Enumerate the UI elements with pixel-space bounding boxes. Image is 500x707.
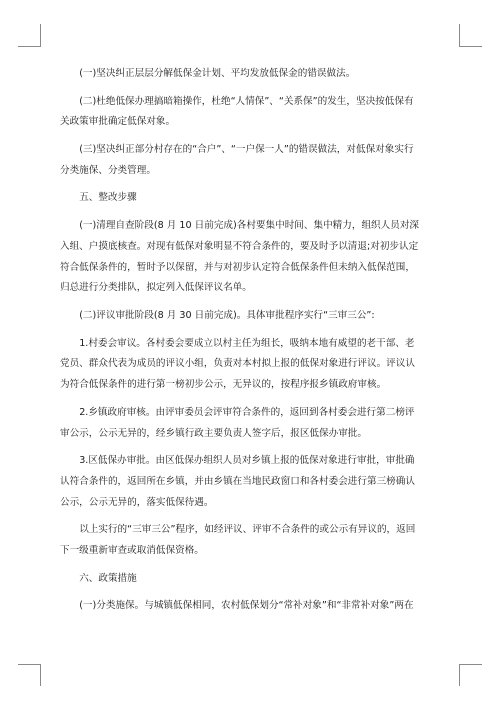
- crop-mark-top-right-h: [459, 46, 482, 47]
- text-line: 以上实行的“三审三公”程序，如经评议、评审不合条件的或公示有异议的，返回: [79, 524, 416, 536]
- text-line: 关政策审批确定低保对象。: [60, 116, 176, 128]
- text-line: 认符合条件的，返回所在乡镇，并由乡镇在当地民政窗口和各村委会进行第三榜确认: [60, 475, 415, 487]
- text-line: 下一级重新审查或取消低保资格。: [60, 545, 204, 557]
- paragraph: [60, 596, 441, 617]
- crop-mark-bottom-left-v: [40, 664, 41, 686]
- section-heading: [60, 569, 441, 590]
- crop-mark-top-left-v: [40, 24, 41, 46]
- text-line: 分类施保、分类管理。: [60, 164, 156, 176]
- text-line: 六、政策措施: [79, 572, 137, 584]
- paragraph: [60, 451, 441, 513]
- text-line: (一)分类施保。与城镇低保相同，农村低保划分“常补对象”和“非常补对象”两在: [79, 600, 414, 612]
- text-line: (一)清理自查阶段(8 月 10 日前完成)各村要集中时间、集中精力，组织人员对深: [79, 219, 420, 231]
- text-line: 五、整改步骤: [79, 192, 137, 204]
- paragraph: [60, 64, 441, 85]
- text-line: (一)坚决纠正层层分解低保金计划、平均发放低保金的错误做法。: [79, 68, 356, 79]
- paragraph: [60, 92, 441, 134]
- text-line: 1.村委会审议。各村委会要成立以村主任为组长，吸纳本地有威望的老干部、老: [79, 337, 415, 349]
- document-body: [60, 64, 441, 624]
- text-line: (三)坚决纠正部分村存在的“合户”、“一户保一人”的错误做法，对低保对象实行: [79, 143, 414, 155]
- text-line: 审公示，公示无异的，经乡镇行政主要负责人签字后，报区低保办审批。: [60, 427, 367, 439]
- text-line: (二)杜绝低保办理搞暗箱操作，杜绝“人情保”、“关系保”的发生，坚决按低保有: [79, 95, 414, 107]
- text-line: 为符合低保条件的进行第一榜初步公示，无异议的，按程序报乡镇政府审核。: [60, 379, 387, 391]
- paragraph: [60, 216, 441, 299]
- text-line: 入组、户摸底核查。对现有低保对象明显不符合条件的，要及时予以清退;对初步认定: [60, 240, 419, 252]
- paragraph: [60, 520, 441, 562]
- text-line: 3.区低保办审批。由区低保办组织人员对乡镇上报的低保对象进行审批，审批确: [79, 455, 415, 467]
- text-line: 党员、群众代表为成员的评议小组，负责对本村拟上报的低保对象进行评议。评议认: [60, 358, 415, 370]
- crop-mark-top-right-v: [459, 24, 460, 46]
- crop-mark-bottom-left-h: [18, 664, 41, 665]
- paragraph: [60, 334, 441, 396]
- crop-mark-top-left-h: [18, 46, 41, 47]
- text-line: 符合低保条件的，暂时予以保留，并与对初步认定符合低保条件但未纳入低保范围，: [60, 261, 415, 273]
- text-line: 2.乡镇政府审核。由评审委员会评审符合条件的，返回到各村委会进行第二榜评: [79, 406, 415, 418]
- text-line: 公示，公示无异的，落实低保待遇。: [60, 496, 214, 508]
- text-line: (二)评议审批阶段(8 月 30 日前完成)。具体审批程序实行“三审三公”:: [79, 309, 375, 321]
- paragraph: [60, 403, 441, 445]
- crop-mark-bottom-right-v: [459, 664, 460, 686]
- section-heading: [60, 188, 441, 209]
- text-line: 归总进行分类排队，拟定列入低保评议名单。: [60, 282, 252, 294]
- paragraph: [60, 306, 441, 327]
- crop-mark-bottom-right-h: [459, 664, 482, 665]
- paragraph: [60, 140, 441, 182]
